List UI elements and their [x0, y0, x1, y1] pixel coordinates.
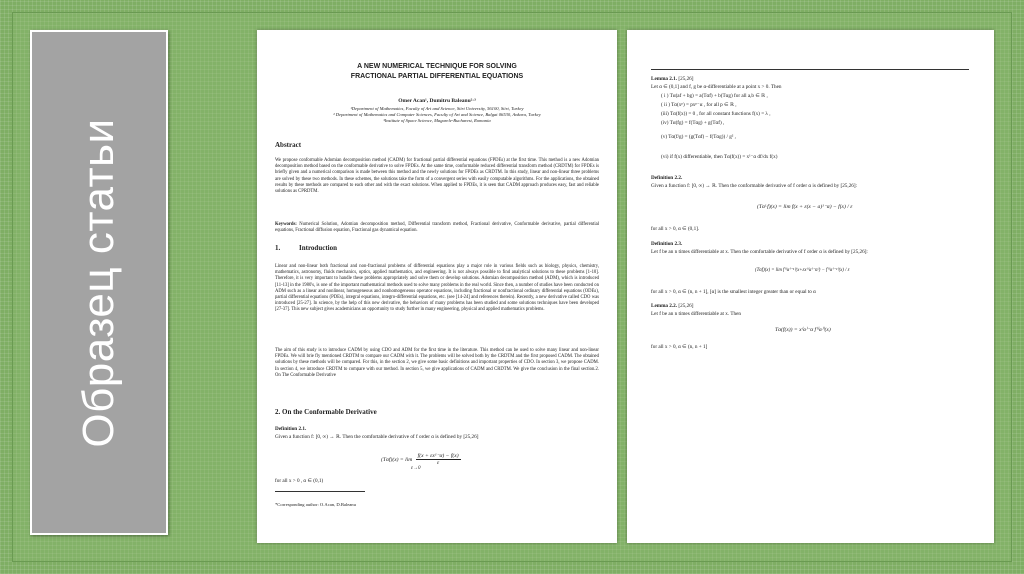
intro-heading: Introduction: [299, 244, 337, 252]
lemma-2-1-item-6: (vi) if f(x) differentiable, then Tα(f(x)) = x¹⁻α df/dx f(x): [661, 154, 778, 160]
lemma-2-2-tail: for all x > 0, α ∈ (n, n + 1]: [651, 344, 708, 350]
keywords-text: Numerical Solution, Adomian decomposition method, Differential transform method, Fractional derivative, Conformable derivative, partial differential equations, Fractional diffusion equation, Fractional gas dynamical equation.: [275, 222, 600, 234]
definition-2-2-tail: for all x > 0, α ∈ (0,1].: [651, 226, 700, 232]
lemma-2-1-item-3: (iii) Tα(f(x)) = 0 , for all constant functions f(x) = λ ,: [661, 111, 771, 117]
definition-2-3-label: Definition 2.3.: [651, 241, 683, 247]
keywords-label: Keywords:: [275, 222, 297, 227]
lemma-2-1-item-5: (v) Tα(f/g) = (g(Tαf) − f(Tαg)) / g² ,: [661, 134, 736, 140]
affiliation-3: ³Institute of Space Science, Magurele-Bucharest, Romania: [383, 118, 491, 123]
side-title-panel: [30, 30, 168, 535]
lemma-2-2-text: Let f be an n times differentiable at x. Then: [651, 311, 741, 317]
intro-number: 1.: [275, 244, 281, 252]
side-title: Образец статьи: [74, 117, 123, 448]
section2-heading: 2. On the Conformable Derivative: [275, 408, 377, 416]
paper-page-right: [627, 30, 994, 543]
definition-2-3-formula: (Tαf)(x) = lim f⁽⁽α⁾⁻¹⁾(x+εx⁽⁽α⁾⁻α⁾) − f⁽⁽α⁾⁻¹⁾(x) / ε: [755, 268, 850, 273]
paper-title-line1: A NEW NUMERICAL TECHNIQUE FOR SOLVING: [357, 63, 517, 70]
affiliation-1: ¹Department of Mathematics, Faculty of Art and Science, Siirt University, 56100, Siirt, Turkey: [350, 106, 524, 111]
lemma-2-2-heading: Lemma 2.2. [25,26]: [651, 303, 694, 309]
intro-text: Linear and non-linear both fractional and non-fractional problems of differential equations play a major role in various fields such as biology, physics, chemistry, mathematics, astronomy, fluids mechanics, optics, applied mathematics, and engineering. It is not always possible to find analytical solutions to these problems [1-10]. Therefore, it is very important to handle these problems appropriately and solve them or develop solutions. Adomian decomposition method (ADM), which is introduced [11-13] in the 1980's, is one of the important mathematical methods used to solve many problems in the real world. Since then, a number of studies have been conducted on ADM such as a linear and nonlinear, homogeneous and nonhomogeneous operator equations, including fractional or nonfractional ordinary differential equations (ODEs), partial differential equations (PDEs), integral equations, integro-differential equations, etc. (see [14-24] and references therein). Recently, a new derivative called CDO was introduced [25-27]. In science, by the help of this new derivative, the behaviors of many problems has been studied and some solutions techniques have been developed [27-37]. This new subject gives academicians an opportunity to study further in many engineering, physical and applied mathematics problems.: [275, 264, 599, 313]
definition-2-1-tail: for all x > 0 , α ∈ (0,1): [275, 478, 324, 484]
definition-2-1-limit-sub: ε→0: [411, 466, 421, 471]
definition-2-2-label: Definition 2.2.: [651, 175, 683, 181]
definition-2-1-label: Definition 2.1.: [275, 426, 307, 432]
paper-authors: Omer Acan¹, Dumitru Baleanu²·³: [398, 98, 476, 104]
intro-text-2: The aim of this study is to introduce CADM by using CDO and ADM for the first time in the literature. This method can be used to solve many linear and non-linear FPDEs. We will brie fly mentioned CRDTM to compare our CADM with it. The problems will be solved both by the CRDTM and the first proposed CADM. The obtained solutions by these methods will be compared. For this, in the section 2, we give some basic definitions and important properties of CDO. In section 3, we propose CADM. In section 4, we introduce CRDTM to compare with our method. In section 5, we give applications of CADM and CRDTM. We give the conclusion in the final section.2. On The Conformable Derivative: [275, 348, 599, 378]
paper-page-left: [257, 30, 617, 543]
footnote: *Corresponding author: O.Acan, D.Baleanu: [275, 502, 356, 507]
definition-2-1-text: Given a function f: [0, ∞) → ℝ. Then the comfortable derivative of f order α is defined by [25,26]: [275, 434, 479, 440]
lemma-2-1-item-1: ( i ) Tα(af + bg) = a(Tαf) + b(Tαg) for all a,b ∈ ℝ ,: [661, 93, 768, 99]
definition-2-2-formula: (Tαᴸf)(x) = lim f(x + ε(x − a)¹⁻α) − f(x) / ε: [757, 204, 853, 210]
definition-2-1-formula: (Tαf)(x) = lim $\frac{\text{f(x + εx¹⁻α) − f(x)}}{\varepsilon}$: [381, 453, 459, 466]
affiliation-2: ² Department of Mathematics and Computer Sciences, Faculty of Art and Science, Balgat 06530, Ankara, Turkey: [333, 112, 541, 117]
abstract-text: We propose conformable Adomian decomposition method (CADM) for fractional partial differential equations (FPDEs) at the first time. This method is a new Adomian decomposition method based on the conformable derivative to solve FPDEs. At the same time, conformable reduced differential transform method (CRDTM) for FPDEs is briefly given and a numerical comparison is made between this method and the newly solutions for FPDEs as CRDTM. In this study, linear and non-linear three problems are solved by these two methods. In these schemes, the solutions take the form of a convergent series with easily computable algorithms. For the applications, the obtained results by these methods are compared to each other and with the exact solutions. When applied to FPDEs, it is seen that CADM approach produces easy, fast and reliable solutions as CPRDTM.: [275, 158, 599, 195]
abstract-heading: Abstract: [275, 141, 302, 149]
lemma-2-1-text: Let α ∈ (0,1] and f, g be α-differentiable at a point x > 0. Then: [651, 84, 782, 90]
lemma-2-1-heading: Lemma 2.1. [25,26]: [651, 76, 694, 82]
lemma-2-1-item-2: ( ii ) Tα(xᵖ) = pxᵖ⁻α , for all p ∈ ℝ ,: [661, 102, 737, 108]
keywords: [275, 222, 599, 234]
definition-2-3-tail: for all x > 0, α ∈ (n, n + 1], [α] is the smallest integer greater than or equal to α: [651, 289, 816, 295]
paper-title-line2: FRACTIONAL PARTIAL DIFFERENTIAL EQUATIONS: [350, 73, 524, 80]
lemma-2-2-formula: Tα(f(x)) = x⁽α⁾⁻α f⁽⁽α⁾⁾(x): [775, 327, 831, 333]
definition-2-2-text: Given a function f: [0, ∞) → ℝ. Then the conformable derivative of f order α is defined by [25,26]:: [651, 183, 858, 189]
lemma-2-1-item-4: (iv) Tα(fg) = f(Tαg) + g(Tαf) ,: [661, 120, 725, 126]
definition-2-3-text: Let f be an n times differentiable at x. Then the comfortable derivative of f order α is defined by [25,26]:: [651, 249, 868, 255]
header-rule: [651, 69, 969, 70]
footnote-rule: [275, 491, 365, 492]
